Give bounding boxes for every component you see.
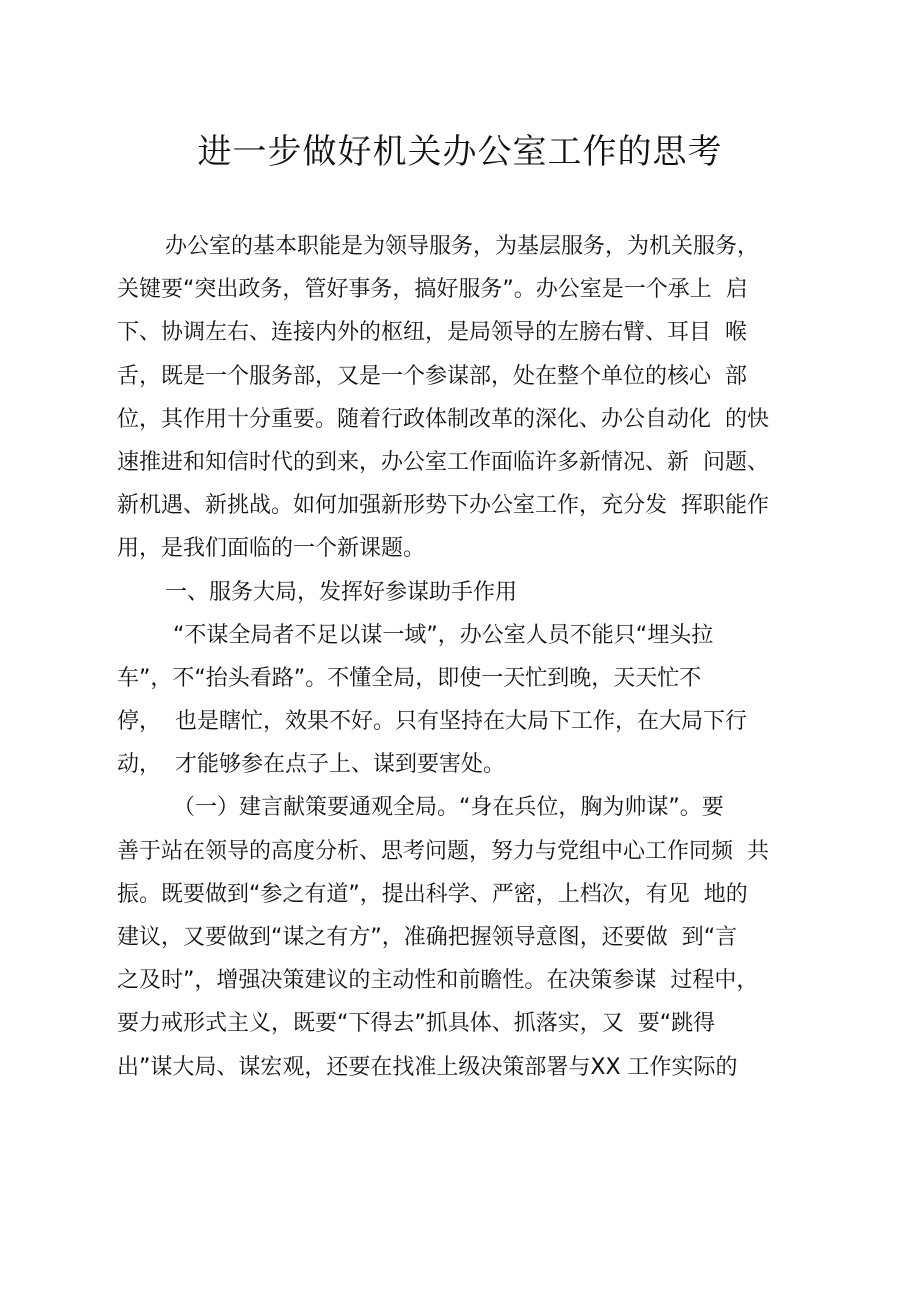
paragraph-line: 速推进和知信时代的到来，办公室工作面临许多新情况、新 问题、 (117, 449, 769, 475)
section-heading: 一、服务大局，发挥好参谋助手作用 (165, 579, 518, 605)
paragraph-line: 用，是我们面临的一个新课题。 (117, 536, 426, 562)
paragraph-line: 振。既要做到“参之有道”，提出科学、严密，上档次，有见 地的 (117, 881, 748, 907)
paragraph-line: 停， 也是瞎忙，效果不好。只有坚持在大局下工作，在大局下行 (117, 709, 747, 735)
paragraph-line: 要力戒形式主义，既要“下得去”抓具体、抓落实，又 要“跳得 (117, 1011, 716, 1037)
paragraph-line: 建议，又要做到“谋之有方”，准确把握领导意图，还要做 到“言 (117, 925, 738, 950)
paragraph-line: 车”，不“抬头看路”。不懂全局，即使一天忙到晚，天天忙不 (117, 665, 702, 691)
paragraph-line: 新机遇、新挑战。如何加强新形势下办公室工作，充分发 挥职能作 (117, 493, 769, 519)
paragraph-line: 下、协调左右、连接内外的枢纽，是局领导的左膀右臂、耳目 喉 (117, 320, 747, 346)
paragraph-line: 位，其作用十分重要。随着行政体制改革的深化、办公自动化 的快 (117, 406, 769, 432)
paragraph-line: 舌，既是一个服务部，又是一个参谋部，处在整个单位的核心 部 (117, 363, 747, 389)
paragraph-line: 动， 才能够参在点子上、谋到要害处。 (117, 752, 505, 778)
paragraph-line: （一）建言献策要通观全局。“身在兵位，胸为帅谋”。要 (173, 795, 724, 821)
paragraph-line: 之及时”，增强决策建议的主动性和前瞻性。在决策参谋 过程中， (117, 968, 759, 994)
paragraph-line: 关键要“突出政务，管好事务，搞好服务”。办公室是一个承上 启 (117, 277, 748, 303)
paragraph-line: 出”谋大局、谋宏观，还要在找准上级决策部署与XX 工作实际的 (117, 1054, 738, 1080)
paragraph-line: “不谋全局者不足以谋一域”，办公室人员不能只“埋头拉 (173, 622, 714, 648)
document-title: 进一步做好机关办公室工作的思考 (197, 132, 723, 172)
document-body (117, 225, 827, 1089)
paragraph-line: 办公室的基本职能是为领导服务，为基层服务，为机关服务， (165, 234, 760, 259)
paragraph-line: 善于站在领导的高度分析、思考问题，努力与党组中心工作同频 共 (117, 838, 769, 864)
